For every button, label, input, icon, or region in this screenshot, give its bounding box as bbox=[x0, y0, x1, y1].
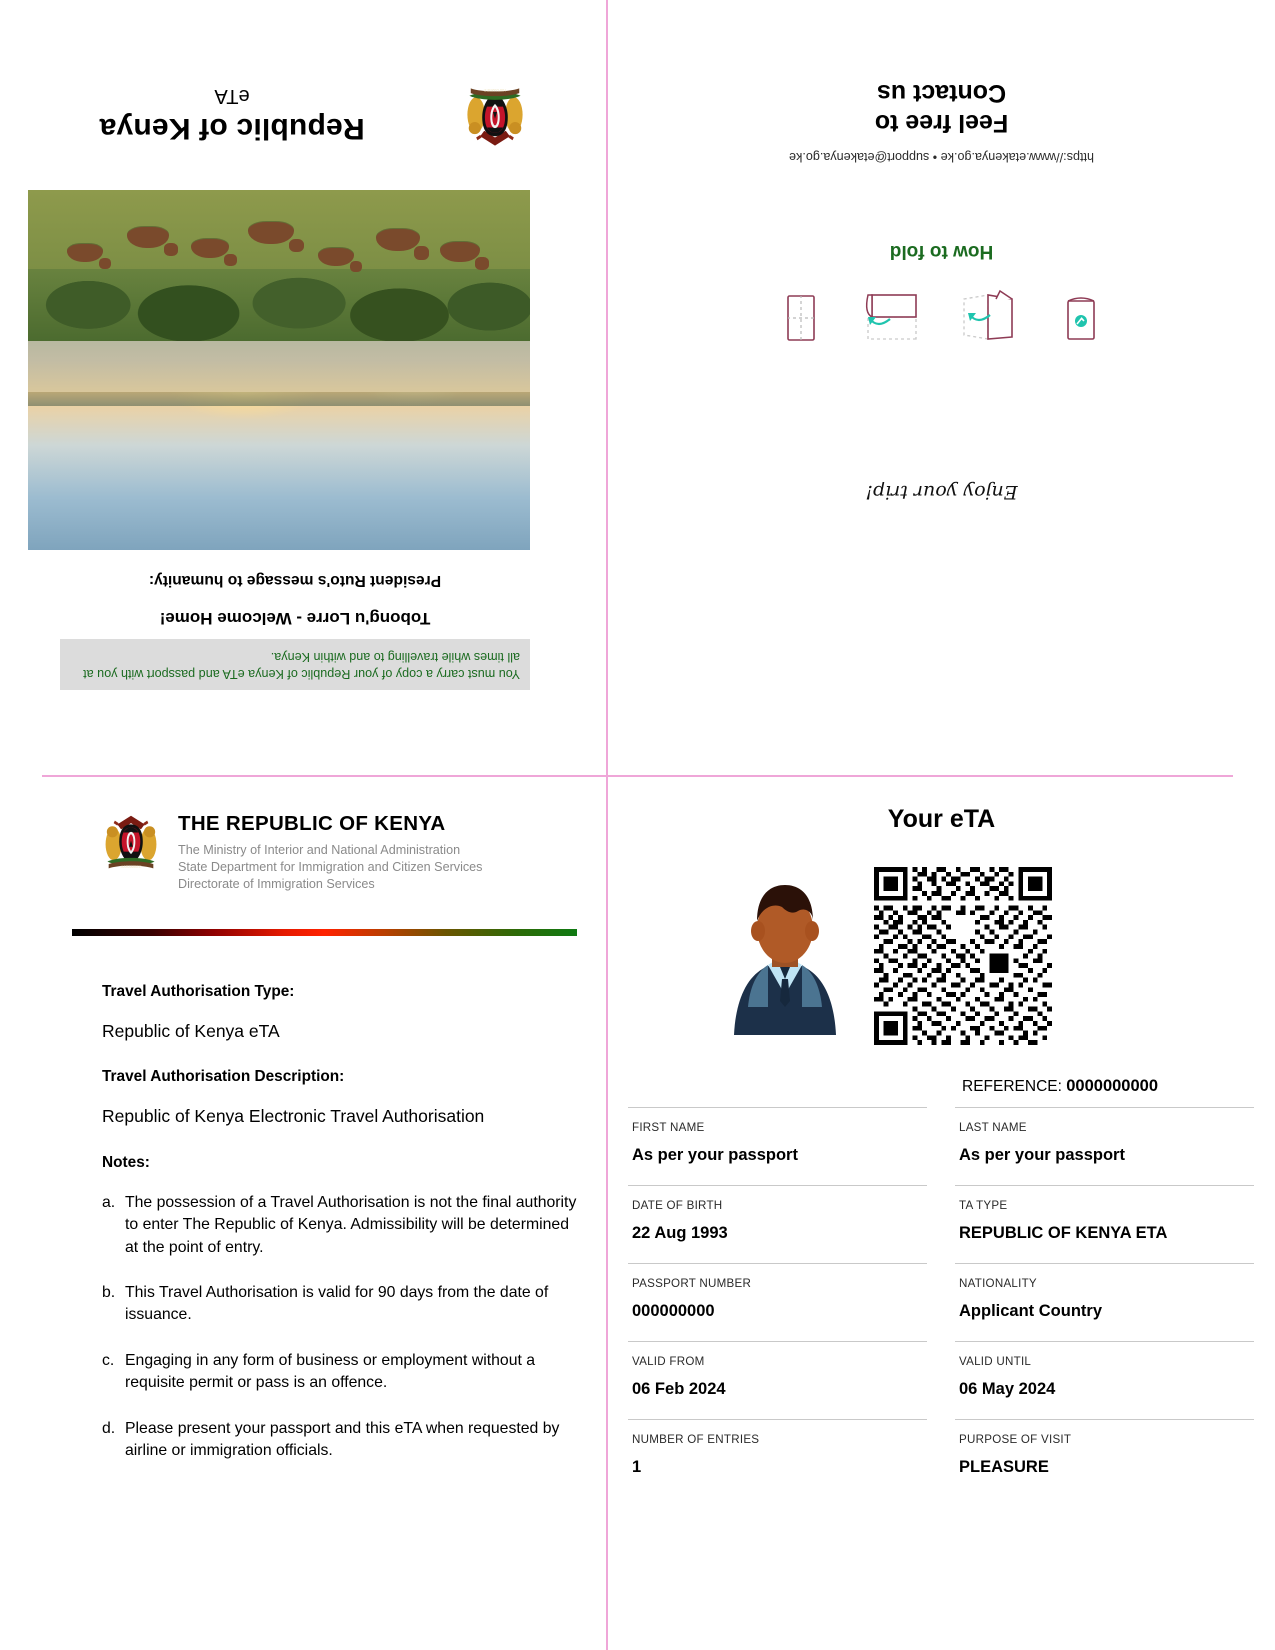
kenya-landscape-photo bbox=[28, 190, 530, 550]
cover-eta-label: eTA bbox=[214, 85, 250, 107]
field-label: TA TYPE bbox=[959, 1199, 1008, 1212]
contact-us-title bbox=[608, 78, 1275, 137]
photo-wildlife bbox=[318, 248, 354, 266]
photo-wildlife bbox=[127, 227, 169, 248]
field-value: Applicant Country bbox=[959, 1302, 1102, 1320]
field-number-of-entries bbox=[628, 1419, 927, 1497]
field-label: FIRST NAME bbox=[632, 1121, 705, 1134]
your-eta-title: Your eTA bbox=[887, 805, 996, 833]
info-body bbox=[102, 983, 582, 1486]
field-label: PASSPORT NUMBER bbox=[632, 1277, 752, 1290]
field-value: 06 May 2024 bbox=[959, 1380, 1056, 1398]
field-value: REPUBLIC OF KENYA ETA bbox=[959, 1224, 1168, 1242]
info-department-lines bbox=[178, 842, 482, 893]
note-key: b. bbox=[102, 1284, 116, 1302]
panel-your-eta bbox=[608, 777, 1275, 1650]
svg-text:HARAMBEE: HARAMBEE bbox=[120, 864, 142, 869]
contact-title-line-1: Feel free to bbox=[874, 109, 1009, 137]
ta-desc-value: Republic of Kenya Electronic Travel Authorisation bbox=[102, 1106, 485, 1127]
note-item bbox=[102, 1350, 582, 1395]
ta-type-label: Travel Authorisation Type: bbox=[102, 983, 295, 1000]
field-first-name bbox=[628, 1107, 927, 1185]
kenya-coat-of-arms-icon bbox=[460, 81, 530, 151]
info-country-title: THE REPUBLIC OF KENYA bbox=[178, 812, 446, 835]
field-valid-from bbox=[628, 1341, 927, 1419]
eta-identity-row bbox=[628, 867, 1188, 1052]
note-key: a. bbox=[102, 1193, 116, 1211]
info-header bbox=[100, 809, 482, 893]
qr-code-icon[interactable] bbox=[874, 867, 1052, 1045]
reference-label: REFERENCE: bbox=[962, 1078, 1062, 1095]
note-key: d. bbox=[102, 1419, 116, 1437]
field-label: VALID UNTIL bbox=[959, 1355, 1032, 1368]
field-ta-type bbox=[955, 1185, 1254, 1263]
panel-back bbox=[608, 0, 1275, 775]
field-value: 000000000 bbox=[632, 1302, 715, 1320]
note-key: c. bbox=[102, 1351, 115, 1369]
how-to-fold-title: How to fold bbox=[889, 241, 994, 262]
field-passport-number bbox=[628, 1263, 927, 1341]
note-text: The possession of a Travel Authorisation is not the final authority to enter The Republic of Kenya. Admissibility will be determined at the point of entry. bbox=[125, 1193, 577, 1256]
field-label: NATIONALITY bbox=[959, 1277, 1037, 1290]
field-value: 06 Feb 2024 bbox=[632, 1380, 726, 1398]
welcome-headline: Tobong'u Lorre - Welcome Home! bbox=[159, 609, 431, 628]
field-label: LAST NAME bbox=[959, 1121, 1027, 1134]
dept-line: Directorate of Immigration Services bbox=[178, 877, 375, 891]
field-value: 22 Aug 1993 bbox=[632, 1224, 728, 1242]
reference-line bbox=[608, 1077, 1248, 1096]
note-item bbox=[102, 1282, 582, 1327]
field-label: DATE OF BIRTH bbox=[632, 1199, 723, 1212]
field-label: PURPOSE OF VISIT bbox=[959, 1433, 1072, 1446]
field-nationality bbox=[955, 1263, 1254, 1341]
field-value: 1 bbox=[632, 1458, 642, 1476]
panel-info bbox=[0, 777, 606, 1650]
cover-title-block bbox=[28, 75, 530, 155]
kenya-flag-divider bbox=[72, 929, 577, 936]
field-label: VALID FROM bbox=[632, 1355, 705, 1368]
field-value: As per your passport bbox=[632, 1146, 798, 1164]
fold-vertical-icon bbox=[961, 285, 1023, 346]
field-date-of-birth bbox=[628, 1185, 927, 1263]
contact-details[interactable]: https://www.etakenya.go.ke • support@etakenya.go.ke bbox=[789, 150, 1094, 164]
note-text: Please present your passport and this eTA when requested by airline or immigration officials. bbox=[125, 1419, 560, 1460]
field-last-name bbox=[955, 1107, 1254, 1185]
person-avatar-icon bbox=[724, 867, 846, 1035]
contact-title-line-2: Contact us bbox=[876, 79, 1007, 108]
dept-line: State Department for Immigration and Citizen Services bbox=[178, 860, 483, 874]
note-text: Engaging in any form of business or employment without a requisite permit or pass is an offence. bbox=[125, 1351, 536, 1392]
notes-label: Notes: bbox=[102, 1153, 150, 1171]
reference-value: 0000000000 bbox=[1066, 1077, 1158, 1095]
eta-field-grid bbox=[628, 1107, 1254, 1497]
note-text: This Travel Authorisation is valid for 90 days from the date of issuance. bbox=[125, 1284, 549, 1324]
how-to-fold-steps bbox=[608, 280, 1275, 350]
note-item bbox=[102, 1192, 582, 1259]
field-label: NUMBER OF ENTRIES bbox=[632, 1433, 760, 1446]
panel-cover bbox=[0, 0, 606, 775]
svg-text:HARAMBEE: HARAMBEE bbox=[483, 88, 507, 94]
note-item bbox=[102, 1418, 582, 1463]
field-value: PLEASURE bbox=[959, 1458, 1049, 1476]
cover-country-title: Republic of Kenya bbox=[99, 112, 365, 145]
field-valid-until bbox=[955, 1341, 1254, 1419]
print-page-icon bbox=[1061, 287, 1101, 344]
folded-result-icon bbox=[783, 285, 823, 346]
ta-type-value: Republic of Kenya eTA bbox=[102, 1021, 280, 1041]
field-purpose-of-visit bbox=[955, 1419, 1254, 1497]
field-value: As per your passport bbox=[959, 1146, 1125, 1164]
enjoy-your-trip-text: Enjoy your trip! bbox=[865, 481, 1018, 503]
president-message-headline: President Ruto's message to humanity: bbox=[148, 572, 442, 589]
carry-notice: You must carry a copy of your Republic of Kenya eTA and passport with you at all times while travelling to and within Kenya. bbox=[60, 639, 530, 690]
dept-line: The Ministry of Interior and National Administration bbox=[178, 843, 461, 857]
fold-horizontal-icon bbox=[861, 285, 923, 346]
ta-desc-label: Travel Authorisation Description: bbox=[102, 1068, 345, 1086]
kenya-coat-of-arms-icon bbox=[100, 809, 162, 877]
